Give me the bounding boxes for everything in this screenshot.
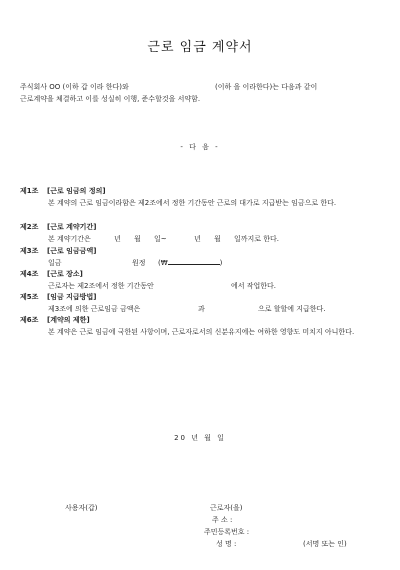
wage-open-paren: (₩ (158, 259, 168, 267)
payment-prefix: 제3조에 의한 근로임금 금액은 (48, 305, 141, 313)
wage-close-paren: ) (219, 259, 223, 267)
article-4-heading (20, 269, 83, 279)
wage-won: 원정 (132, 259, 146, 267)
article-6-heading (20, 315, 90, 325)
intro-line-2: 근로계약을 체결하고 이를 성실히 이행, 준수할것을 서약함. (20, 95, 201, 103)
intro-part-1: 주식회사 OO (이하 갑 이라 한다)와 (20, 83, 129, 91)
article-2-heading (20, 222, 96, 232)
article-1-number: 제1조 (20, 187, 39, 195)
period-day-1: 일~ (154, 235, 167, 243)
signature-note: (서명 또는 인) (303, 540, 347, 548)
worker-name-label: 성 명 : (216, 540, 237, 548)
worker-id-number-label: 주민등록번호 : (204, 528, 250, 536)
article-1-heading (20, 186, 106, 196)
article-3-heading (20, 246, 96, 256)
article-3-body (48, 257, 368, 269)
place-prefix: 근로자는 제2조에서 정한 기간동안 (48, 282, 154, 290)
place-suffix: 에서 작업한다. (231, 282, 277, 290)
period-day-2: 일까지로 한다. (234, 235, 280, 243)
center-label: - 다 음 - (180, 143, 220, 151)
article-3-title: [근로 임금금액] (47, 247, 97, 255)
worker-address-label: 주 소 : (212, 516, 233, 524)
article-6-title: [계약의 제한] (47, 316, 90, 324)
period-month-2: 월 (214, 235, 221, 243)
article-5-body (48, 303, 368, 315)
article-6-body: 본 계약은 근로 임금에 국한된 사항이며, 근로자로서의 신분유지에는 여하한 영향도 미치지 아니한다. (48, 328, 355, 336)
document-title: 근로 임금 계약서 (147, 40, 253, 55)
wage-amount-blank (168, 257, 220, 265)
article-1-title: [근로 임금의 정의] (47, 187, 106, 195)
article-5-title: [임금 지급방법] (47, 293, 97, 301)
article-5-heading (20, 292, 96, 302)
wage-label: 일금 (48, 259, 62, 267)
article-2-number: 제2조 (20, 223, 39, 231)
article-6-number: 제6조 (20, 316, 39, 324)
period-year-1: 년 (114, 235, 121, 243)
article-3-number: 제3조 (20, 247, 39, 255)
article-4-body (48, 280, 368, 292)
article-4-number: 제4조 (20, 270, 39, 278)
article-2-title: [근로 계약기간] (47, 223, 97, 231)
contract-date: 20 년 월 일 (174, 434, 226, 442)
payment-suffix: 으로 할할에 지급한다. (258, 305, 326, 313)
article-4-title: [근로 장소] (47, 270, 83, 278)
employer-label: 사용자(갑) (65, 504, 98, 512)
period-year-2: 년 (194, 235, 201, 243)
period-prefix: 본 계약기간은 (48, 235, 91, 243)
payment-mid: 과 (198, 305, 205, 313)
article-1-body: 본 계약의 근로 임금이라함은 제2조에서 정한 기간동안 근로의 대가로 지급받는 임금으로 한다. (48, 199, 337, 207)
worker-label: 근로자(을) (210, 504, 243, 512)
wage-amount (158, 257, 222, 269)
period-month-1: 월 (134, 235, 141, 243)
article-2-body (48, 233, 368, 245)
article-5-number: 제5조 (20, 293, 39, 301)
intro-part-2: (이하 을 이라한다)는 다음과 같이 (215, 83, 318, 91)
